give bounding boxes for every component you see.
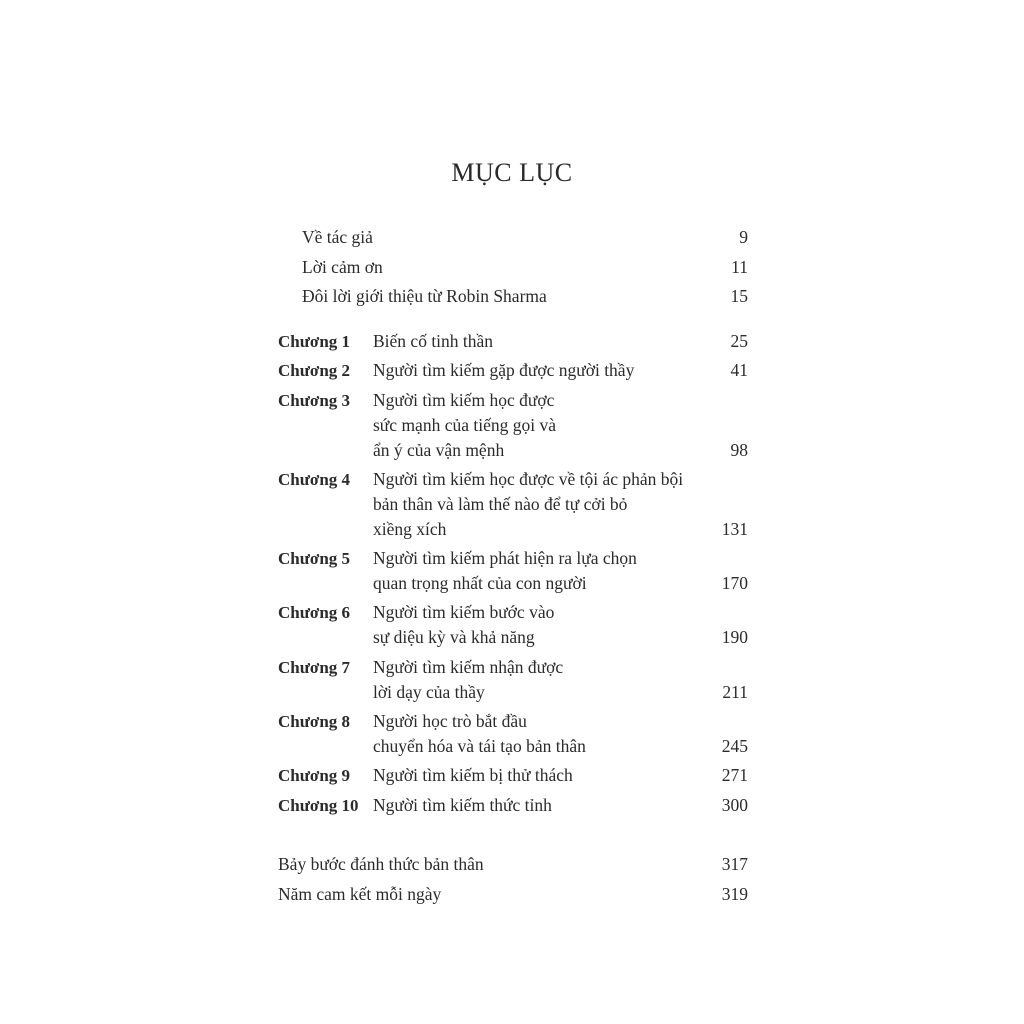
page-number: 190 — [721, 627, 748, 647]
page-number: 300 — [721, 795, 748, 815]
page-number: 98 — [730, 440, 748, 460]
entry-title: Lời cảm ơn — [302, 257, 383, 277]
chapter-title-line: sức mạnh của tiếng gọi và — [373, 415, 556, 435]
chapter-title-line: lời dạy của thầy — [373, 682, 485, 702]
page-number: 271 — [721, 765, 748, 785]
chapter-label: Chương 4 — [278, 470, 351, 489]
chapter-label: Chương 1 — [278, 332, 351, 351]
chapter-title-line: ẩn ý của vận mệnh — [373, 440, 505, 460]
chapter-title-line: Người tìm kiếm gặp được người thầy — [373, 360, 635, 380]
chapter-title — [373, 358, 634, 383]
chapter-label: Chương 6 — [278, 603, 351, 622]
chapter-label: Chương 2 — [278, 361, 351, 380]
chapter-title-line: quan trọng nhất của con người — [373, 573, 587, 593]
chapter-title-line: Biến cố tinh thần — [373, 331, 494, 351]
chapter-label: Chương 9 — [278, 766, 351, 785]
entry-title: Năm cam kết mỗi ngày — [278, 884, 442, 904]
page-number: 25 — [730, 331, 748, 351]
chapter-label: Chương 3 — [278, 391, 351, 410]
chapter-title-line: Người tìm kiếm thức tỉnh — [373, 795, 552, 815]
chapter-title — [373, 546, 637, 596]
page-number: 317 — [721, 854, 748, 874]
entry-title: Bảy bước đánh thức bản thân — [278, 854, 484, 874]
chapter-label: Chương 8 — [278, 712, 351, 731]
page-number: 319 — [721, 884, 748, 904]
chapter-title — [373, 467, 683, 542]
chapter-title-line: chuyển hóa và tái tạo bản thân — [373, 736, 586, 756]
chapter-title-line: Người tìm kiếm học được — [373, 390, 555, 410]
page-number: 131 — [721, 519, 748, 539]
page-number: 245 — [721, 736, 748, 756]
chapter-title-line: bản thân và làm thế nào để tự cởi bỏ — [373, 494, 628, 514]
chapter-title — [373, 763, 573, 788]
chapter-title — [373, 709, 586, 759]
chapter-title-line: sự diệu kỳ và khả năng — [373, 627, 535, 647]
page-number: 41 — [730, 360, 748, 380]
chapter-title-line: Người tìm kiếm học được về tội ác phản bội — [373, 469, 684, 489]
page-number: 9 — [739, 227, 748, 247]
chapter-title — [373, 793, 552, 818]
chapter-title-line: Người tìm kiếm bị thử thách — [373, 765, 573, 785]
page-number: 170 — [721, 573, 748, 593]
page-number: 211 — [722, 682, 748, 702]
chapter-title-line: Người tìm kiếm bước vào — [373, 602, 555, 622]
chapter-title — [373, 655, 563, 705]
page-number: 11 — [731, 257, 748, 277]
entry-title: Đôi lời giới thiệu từ Robin Sharma — [302, 286, 547, 306]
chapter-title-line: xiềng xích — [373, 519, 447, 539]
chapter-title-line: Người học trò bắt đầu — [373, 711, 527, 731]
chapter-label: Chương 7 — [278, 658, 351, 677]
chapter-title — [373, 329, 493, 354]
chapter-title-line: Người tìm kiếm nhận được — [373, 657, 564, 677]
chapter-title-line: Người tìm kiếm phát hiện ra lựa chọn — [373, 548, 637, 568]
page-title: MỤC LỤC — [451, 158, 573, 187]
page-number: 15 — [730, 286, 748, 306]
chapter-label: Chương 10 — [278, 796, 359, 815]
chapter-title — [373, 388, 556, 463]
chapter-label: Chương 5 — [278, 549, 351, 568]
entry-title: Về tác giả — [302, 227, 373, 247]
chapter-title — [373, 600, 554, 650]
